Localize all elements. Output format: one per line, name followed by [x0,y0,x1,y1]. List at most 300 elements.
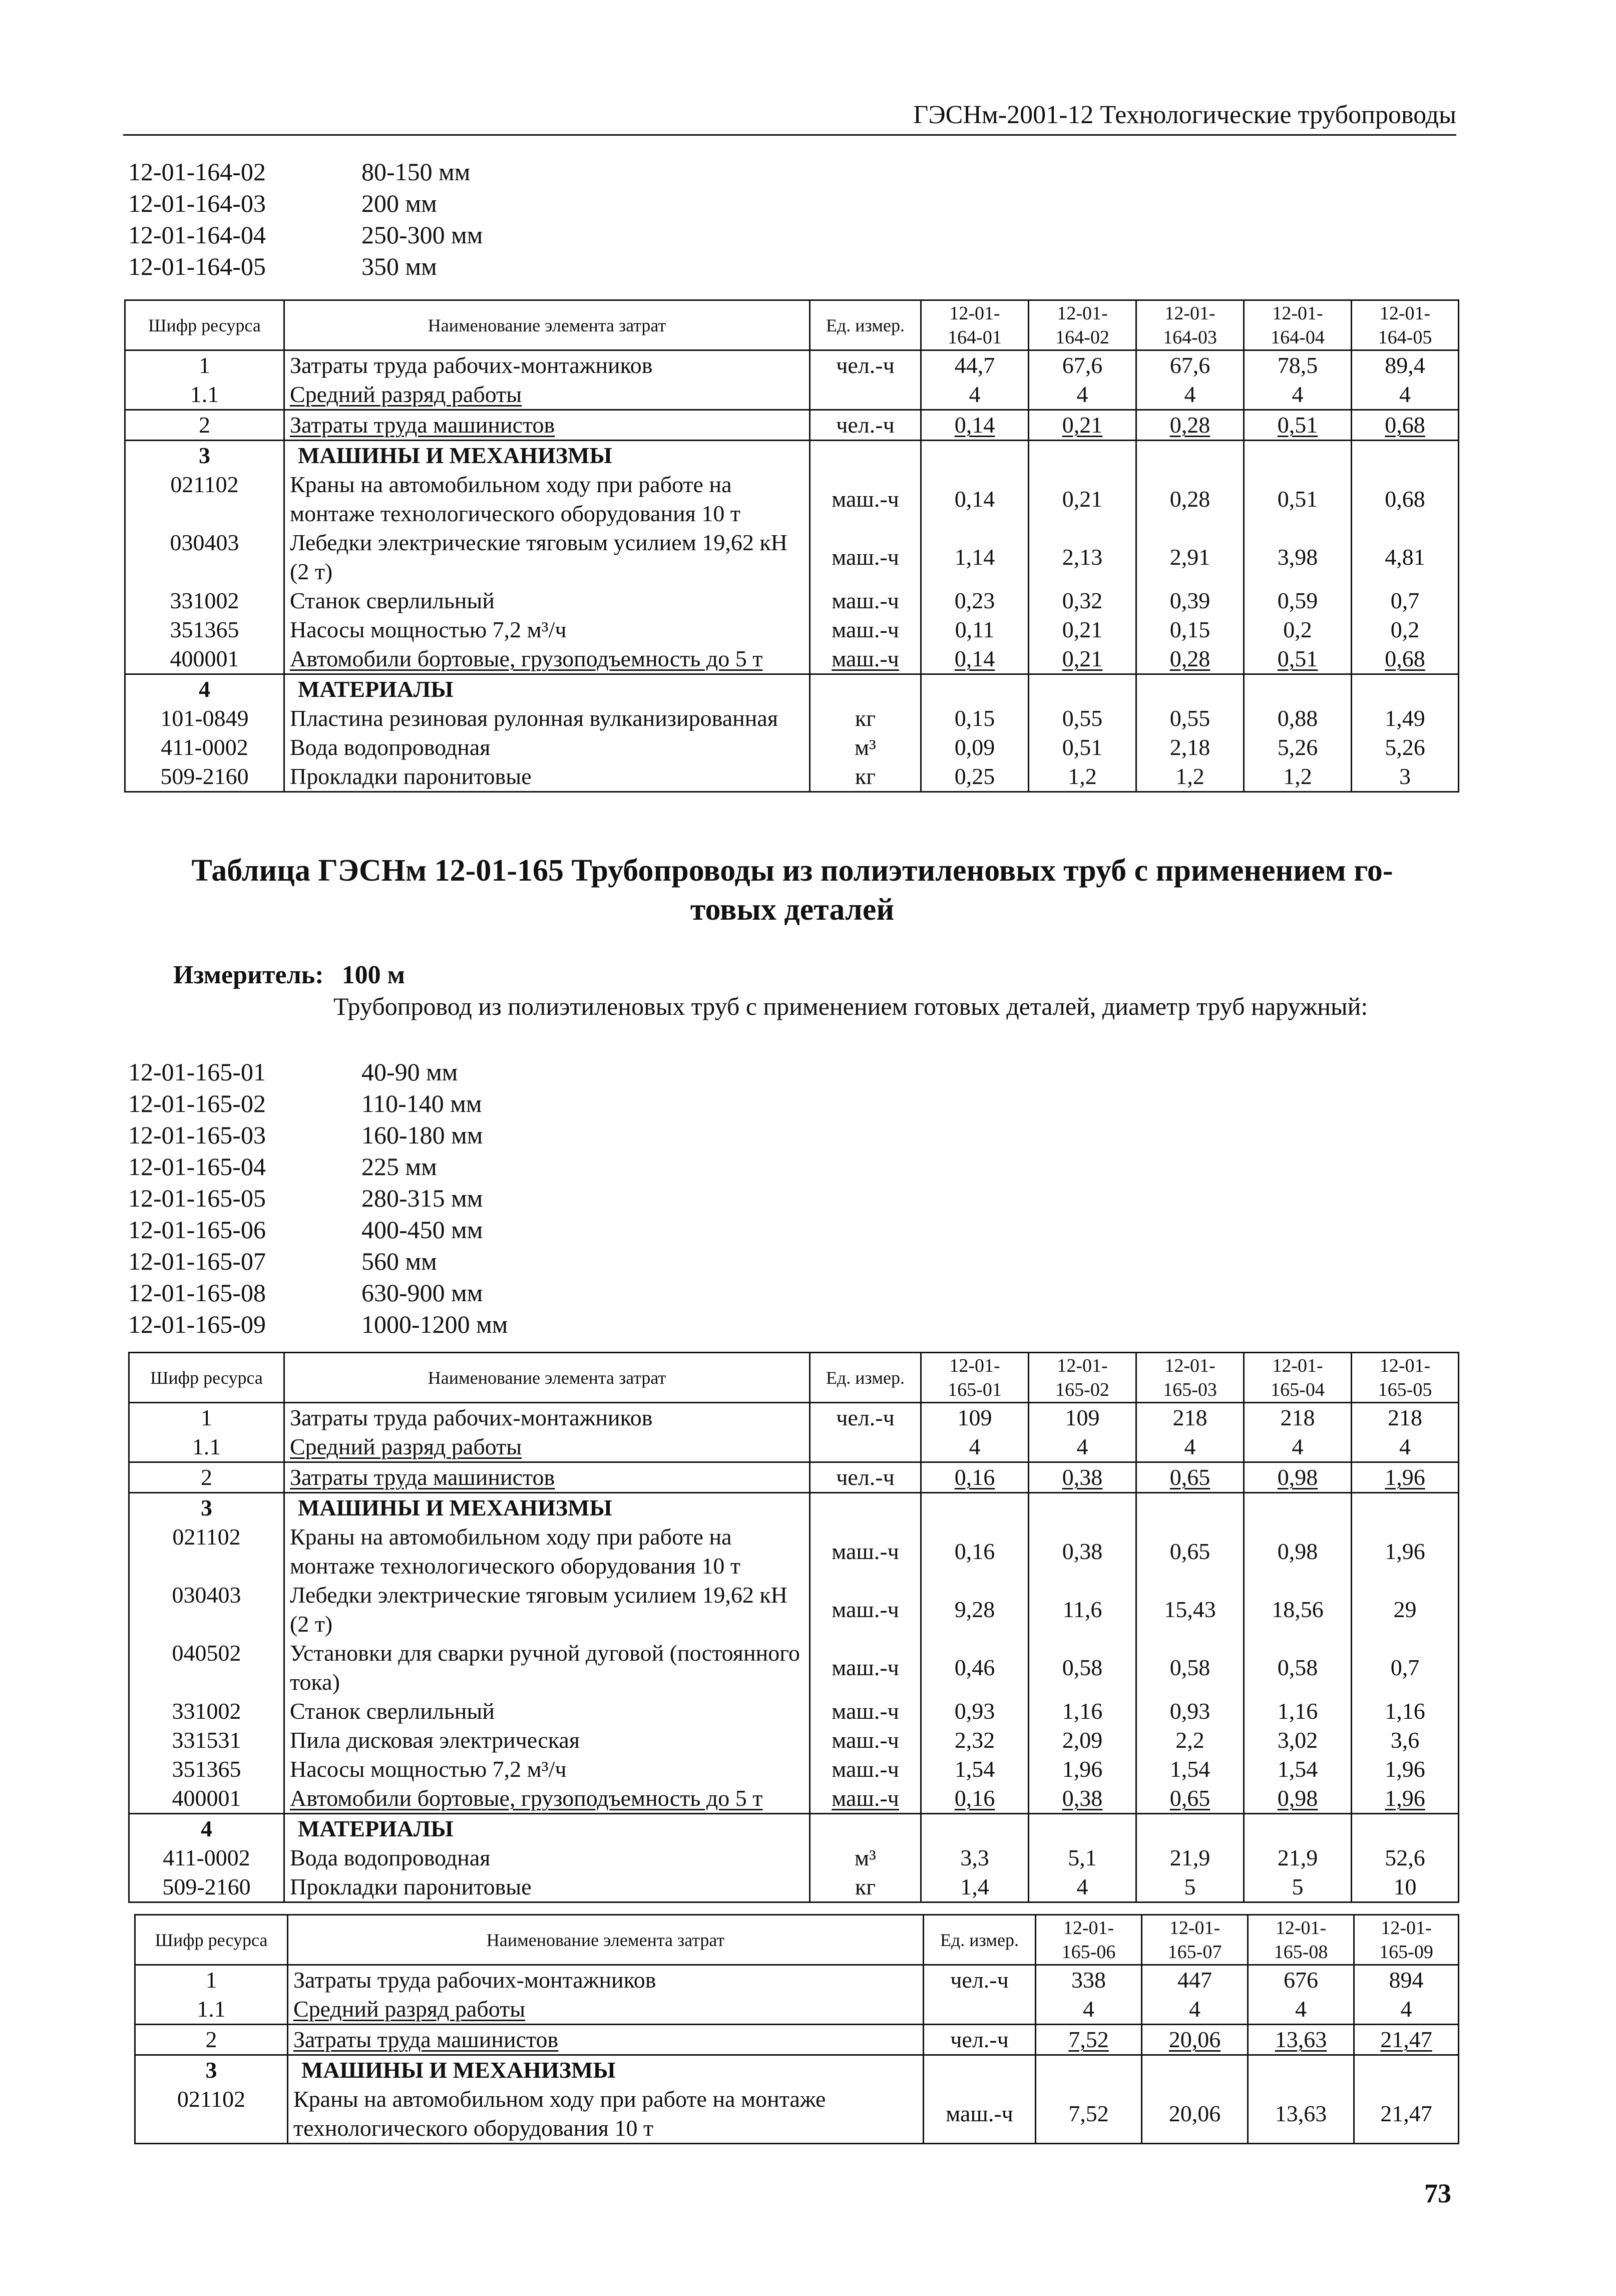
resource-code: 1 [135,1965,288,1995]
resource-code: 2 [129,1462,284,1493]
section-row [129,1814,1459,1844]
value-cell: 0,16 [921,1784,1029,1814]
resource-unit: маш.-ч [810,1755,921,1784]
diameter: 560 мм [361,1247,437,1275]
value-cell: 7,52 [1036,2085,1142,2144]
value-cell: 0,58 [1244,1639,1352,1697]
value-cell: 4 [1352,380,1459,410]
resource-unit [810,380,921,410]
diameter: 80-150 мм [361,158,471,186]
value-cell: 0,15 [921,704,1029,733]
table-row [135,1995,1459,2025]
resource-unit: м³ [810,1843,921,1872]
value-cell: 894 [1354,1965,1459,1995]
resource-unit: м³ [810,733,921,762]
code: 12-01-164-05 [128,252,266,280]
value-cell: 0,46 [921,1639,1029,1697]
resource-unit: маш.-ч [810,1581,921,1639]
value-cell: 4 [1244,1432,1352,1462]
value-cell: 0,51 [1244,410,1352,441]
resource-name: Затраты труда рабочих-монтажников [284,350,810,380]
code: 12-01-165-08 [128,1279,266,1307]
table-row [129,1697,1459,1726]
value-cell: 4 [1354,1995,1459,2025]
running-header: ГЭСНм-2001-12 Технологические трубопроводы [123,100,1456,136]
value-cell: 0,23 [921,586,1029,615]
resource-code: 400001 [125,644,284,674]
value-cell: 2,18 [1136,733,1244,762]
resource-unit: кг [810,704,921,733]
value-cell: 0,38 [1029,1462,1136,1493]
value-cell: 676 [1248,1965,1354,1995]
value-cell: 0,51 [1244,470,1352,528]
section-code: 4 [125,674,284,704]
diameter: 630-900 мм [361,1279,483,1307]
table-row [129,1462,1459,1493]
table-row [125,586,1459,615]
header-unit: Ед. измер. [810,300,921,350]
section-title: МАТЕРИАЛЫ [284,674,810,704]
value-cell: 29 [1352,1581,1459,1639]
table-row [125,733,1459,762]
resource-unit: маш.-ч [810,1784,921,1814]
section-row [125,441,1459,471]
value-cell: 0,7 [1352,1639,1459,1697]
section-row [135,2055,1459,2085]
resource-code: 030403 [125,528,284,586]
section-code: 3 [135,2055,288,2085]
resource-code: 021102 [135,2085,288,2144]
section-title: МАТЕРИАЛЫ [284,1814,810,1844]
table-row [129,1843,1459,1872]
table-row [135,1965,1459,1995]
value-cell: 0,39 [1136,586,1244,615]
header-norm-code: 12-01- 164-04 [1244,300,1352,350]
norm-description: Трубопровод из полиэтиленовых труб с применением готовых деталей, диаметр труб наружный: [333,992,1368,1020]
code: 12-01-165-06 [128,1216,266,1244]
resource-name: Автомобили бортовые, грузоподъемность до 5 т [284,1784,810,1814]
section-title: МАШИНЫ И МЕХАНИЗМЫ [288,2055,924,2085]
value-cell: 2,09 [1029,1726,1136,1755]
code: 12-01-165-01 [128,1058,266,1086]
resource-code: 331531 [129,1726,284,1755]
value-cell: 0,55 [1029,704,1136,733]
header-name: Наименование элемента затрат [284,300,810,350]
value-cell: 10 [1352,1872,1459,1902]
value-cell: 0,51 [1029,733,1136,762]
value-cell: 0,98 [1244,1522,1352,1581]
value-cell: 1,49 [1352,704,1459,733]
resource-unit: маш.-ч [810,528,921,586]
table-row [129,1872,1459,1902]
value-cell: 0,65 [1136,1784,1244,1814]
table-title-line: Таблица ГЭСНм 12-01-165 Трубопроводы из полиэтиленовых труб с применением го- [191,854,1393,888]
resource-unit: чел.-ч [810,1403,921,1433]
resource-code: 400001 [129,1784,284,1814]
resource-unit: маш.-ч [810,1639,921,1697]
resource-name: Лебедки электрические тяговым усилием 19,62 кН (2 т) [284,1581,810,1639]
table-row [129,1784,1459,1814]
value-cell: 0,51 [1244,644,1352,674]
value-cell: 1,16 [1244,1697,1352,1726]
value-cell: 20,06 [1142,2085,1248,2144]
header-norm-code: 12-01- 165-07 [1142,1915,1248,1965]
value-cell: 9,28 [921,1581,1029,1639]
table-row [125,410,1459,441]
resource-name: Затраты труда машинистов [284,1462,810,1493]
resource-unit: маш.-ч [810,1522,921,1581]
code: 12-01-165-09 [128,1310,266,1338]
resource-unit: чел.-ч [924,1965,1036,1995]
diameter: 250-300 мм [361,221,483,249]
value-cell: 0,09 [921,733,1029,762]
table-row [129,1755,1459,1784]
resource-name: Прокладки паронитовые [284,762,810,792]
resource-table-165-a [128,1352,1459,1903]
value-cell: 13,63 [1248,2025,1354,2055]
header-norm-code: 12-01- 164-03 [1136,300,1244,350]
table-row [125,762,1459,792]
resource-code: 331002 [129,1697,284,1726]
value-cell: 1,4 [921,1872,1029,1902]
value-cell: 1,54 [921,1755,1029,1784]
value-cell: 1,96 [1029,1755,1136,1784]
value-cell: 0,14 [921,644,1029,674]
value-cell: 0,28 [1136,410,1244,441]
resource-unit: маш.-ч [810,1697,921,1726]
value-cell: 0,68 [1352,410,1459,441]
header-norm-code: 12-01- 164-01 [921,300,1029,350]
value-cell: 1,96 [1352,1462,1459,1493]
value-cell: 5,26 [1352,733,1459,762]
value-cell: 13,63 [1248,2085,1354,2144]
resource-unit: маш.-ч [810,644,921,674]
value-cell: 1,2 [1136,762,1244,792]
resource-name: Станок сверлильный [284,586,810,615]
value-cell: 21,9 [1244,1843,1352,1872]
resource-unit: маш.-ч [810,1726,921,1755]
resource-code: 021102 [129,1522,284,1581]
value-cell: 1,54 [1136,1755,1244,1784]
diameter: 400-450 мм [361,1216,483,1244]
value-cell: 4,81 [1352,528,1459,586]
resource-unit: маш.-ч [810,615,921,644]
value-cell: 0,16 [921,1522,1029,1581]
value-cell: 0,16 [921,1462,1029,1493]
value-cell: 1,16 [1352,1697,1459,1726]
value-cell: 0,65 [1136,1522,1244,1581]
value-cell: 0,58 [1136,1639,1244,1697]
value-cell: 0,58 [1029,1639,1136,1697]
value-cell: 78,5 [1244,350,1352,380]
table-row [125,470,1459,528]
value-cell: 0,28 [1136,644,1244,674]
value-cell: 0,14 [921,470,1029,528]
table-row [129,1726,1459,1755]
resource-name: Пила дисковая электрическая [284,1726,810,1755]
resource-code: 351365 [125,615,284,644]
value-cell: 0,98 [1244,1784,1352,1814]
value-cell: 0,15 [1136,615,1244,644]
value-cell: 0,65 [1136,1462,1244,1493]
diameter: 225 мм [361,1153,437,1181]
resource-code: 1.1 [129,1432,284,1462]
header-name: Наименование элемента затрат [288,1915,924,1965]
code: 12-01-165-03 [128,1121,266,1149]
header-code: Шифр ресурса [125,300,284,350]
resource-unit: чел.-ч [810,350,921,380]
resource-name: Автомобили бортовые, грузоподъемность до 5 т [284,644,810,674]
resource-name: Краны на автомобильном ходу при работе на монтаже технологического оборудования 10 т [288,2085,924,2144]
resource-unit: кг [810,762,921,792]
value-cell: 1,54 [1244,1755,1352,1784]
diameter: 1000-1200 мм [361,1310,508,1338]
value-cell: 7,52 [1036,2025,1142,2055]
value-cell: 1,2 [1244,762,1352,792]
value-cell: 0,2 [1244,615,1352,644]
value-cell: 0,38 [1029,1522,1136,1581]
value-cell: 0,28 [1136,470,1244,528]
header-code: Шифр ресурса [135,1915,288,1965]
table-row [125,380,1459,410]
value-cell: 5 [1244,1872,1352,1902]
value-cell: 2,2 [1136,1726,1244,1755]
code: 12-01-164-04 [128,221,266,249]
code: 12-01-165-04 [128,1153,266,1181]
table-row [135,2085,1459,2144]
code: 12-01-165-07 [128,1247,266,1275]
value-cell: 0,25 [921,762,1029,792]
table-row [129,1432,1459,1462]
header-norm-code: 12-01- 165-06 [1036,1915,1142,1965]
header-norm-code: 12-01- 165-03 [1136,1353,1244,1403]
page-number: 73 [1424,2178,1451,2208]
header-norm-code: 12-01- 165-02 [1029,1353,1136,1403]
section-title: МАШИНЫ И МЕХАНИЗМЫ [284,1493,810,1523]
value-cell: 2,91 [1136,528,1244,586]
value-cell: 4 [921,1432,1029,1462]
value-cell: 0,93 [921,1697,1029,1726]
value-cell: 1,2 [1029,762,1136,792]
value-cell: 21,9 [1136,1843,1244,1872]
value-cell: 5,1 [1029,1843,1136,1872]
table-row [125,528,1459,586]
value-cell: 0,88 [1244,704,1352,733]
table-row [129,1403,1459,1433]
value-cell: 0,98 [1244,1462,1352,1493]
value-cell: 5 [1136,1872,1244,1902]
value-cell: 2,13 [1029,528,1136,586]
header-norm-code: 12-01- 165-01 [921,1353,1029,1403]
resource-code: 040502 [129,1639,284,1697]
value-cell: 0,38 [1029,1784,1136,1814]
resource-code: 2 [135,2025,288,2055]
value-cell: 4 [1352,1432,1459,1462]
value-cell: 0,32 [1029,586,1136,615]
value-cell: 1,96 [1352,1755,1459,1784]
resource-unit: чел.-ч [810,410,921,441]
header-unit: Ед. измер. [810,1353,921,1403]
code: 12-01-165-05 [128,1184,266,1212]
value-cell: 4 [1248,1995,1354,2025]
value-cell: 218 [1244,1403,1352,1433]
value-cell: 0,7 [1352,586,1459,615]
value-cell: 21,47 [1354,2085,1459,2144]
value-cell: 0,14 [921,410,1029,441]
section-code: 3 [125,441,284,471]
section-title: МАШИНЫ И МЕХАНИЗМЫ [284,441,810,471]
resource-unit: кг [810,1872,921,1902]
value-cell: 0,68 [1352,644,1459,674]
resource-name: Затраты труда рабочих-монтажников [284,1403,810,1433]
value-cell: 5,26 [1244,733,1352,762]
value-cell: 0,68 [1352,470,1459,528]
table-title [128,851,1456,929]
header-name: Наименование элемента затрат [284,1353,810,1403]
code: 12-01-164-02 [128,158,266,186]
value-cell: 4 [1029,380,1136,410]
section-code: 4 [129,1814,284,1844]
resource-code: 021102 [125,470,284,528]
resource-name: Средний разряд работы [284,1432,810,1462]
resource-name: Краны на автомобильном ходу при работе на монтаже технологического оборудования 10 т [284,470,810,528]
resource-unit: маш.-ч [924,2085,1036,2144]
code: 12-01-164-03 [128,189,266,217]
value-cell: 2,32 [921,1726,1029,1755]
resource-name: Станок сверлильный [284,1697,810,1726]
resource-name: Насосы мощностью 7,2 м³/ч [284,1755,810,1784]
value-cell: 3,02 [1244,1726,1352,1755]
header-norm-code: 12-01- 164-05 [1352,300,1459,350]
resource-name: Вода водопроводная [284,733,810,762]
resource-name: Краны на автомобильном ходу при работе на монтаже технологического оборудования 10 т [284,1522,810,1581]
resource-code: 509-2160 [125,762,284,792]
value-cell: 109 [1029,1403,1136,1433]
value-cell: 0,21 [1029,410,1136,441]
value-cell: 89,4 [1352,350,1459,380]
value-cell: 4 [1142,1995,1248,2025]
resource-code: 101-0849 [125,704,284,733]
resource-name: Прокладки паронитовые [284,1872,810,1902]
resource-name: Затраты труда рабочих-монтажников [288,1965,924,1995]
value-cell: 0,21 [1029,470,1136,528]
header-norm-code: 12-01- 164-02 [1029,300,1136,350]
value-cell: 338 [1036,1965,1142,1995]
value-cell: 0,2 [1352,615,1459,644]
value-cell: 18,56 [1244,1581,1352,1639]
resource-name: Установки для сварки ручной дуговой (постоянного тока) [284,1639,810,1697]
diameter: 110-140 мм [361,1089,482,1117]
resource-name: Средний разряд работы [284,380,810,410]
resource-code: 1 [129,1403,284,1433]
code: 12-01-165-02 [128,1089,266,1117]
value-cell: 67,6 [1029,350,1136,380]
value-cell: 4 [921,380,1029,410]
value-cell: 20,06 [1142,2025,1248,2055]
diameter: 350 мм [361,252,437,280]
value-cell: 11,6 [1029,1581,1136,1639]
value-cell: 218 [1136,1403,1244,1433]
header-unit: Ед. измер. [924,1915,1036,1965]
resource-name: Лебедки электрические тяговым усилием 19,62 кН (2 т) [284,528,810,586]
resource-name: Пластина резиновая рулонная вулканизированная [284,704,810,733]
table-row [135,2025,1459,2055]
diameter: 160-180 мм [361,1121,483,1149]
value-cell: 4 [1136,1432,1244,1462]
value-cell: 0,21 [1029,644,1136,674]
value-cell: 0,21 [1029,615,1136,644]
value-cell: 447 [1142,1965,1248,1995]
resource-code: 411-0002 [129,1843,284,1872]
value-cell: 1,16 [1029,1697,1136,1726]
measure-label: Измеритель: [173,961,324,989]
value-cell: 0,55 [1136,704,1244,733]
resource-table-164 [124,299,1459,793]
resource-unit: чел.-ч [810,1462,921,1493]
value-cell: 0,93 [1136,1697,1244,1726]
resource-unit [810,1432,921,1462]
resource-unit: маш.-ч [810,470,921,528]
value-cell: 4 [1029,1432,1136,1462]
value-cell: 0,59 [1244,586,1352,615]
resource-unit: чел.-ч [924,2025,1036,2055]
resource-name: Затраты труда машинистов [288,2025,924,2055]
resource-code: 030403 [129,1581,284,1639]
measure-value: 100 м [341,961,406,989]
table-row [129,1522,1459,1581]
header-norm-code: 12-01- 165-09 [1354,1915,1459,1965]
resource-code: 1.1 [125,380,284,410]
value-cell: 1,14 [921,528,1029,586]
value-cell: 4 [1136,380,1244,410]
resource-unit [924,1995,1036,2025]
resource-name: Затраты труда машинистов [284,410,810,441]
value-cell: 4 [1029,1872,1136,1902]
table-row [129,1639,1459,1697]
section-row [125,674,1459,704]
diameter: 200 мм [361,189,437,217]
value-cell: 218 [1352,1403,1459,1433]
resource-code: 331002 [125,586,284,615]
table-row [125,615,1459,644]
resource-name: Насосы мощностью 7,2 м³/ч [284,615,810,644]
value-cell: 3 [1352,762,1459,792]
resource-table-165-b [134,1914,1459,2144]
resource-name: Средний разряд работы [288,1995,924,2025]
diameter: 280-315 мм [361,1184,483,1212]
value-cell: 1,96 [1352,1522,1459,1581]
table-row [129,1581,1459,1639]
header-code: Шифр ресурса [129,1353,284,1403]
header-norm-code: 12-01- 165-08 [1248,1915,1354,1965]
value-cell: 15,43 [1136,1581,1244,1639]
resource-code: 351365 [129,1755,284,1784]
header-norm-code: 12-01- 165-04 [1244,1353,1352,1403]
value-cell: 3,98 [1244,528,1352,586]
diameter: 40-90 мм [361,1058,458,1086]
resource-code: 1.1 [135,1995,288,2025]
table-row [125,644,1459,674]
resource-code: 411-0002 [125,733,284,762]
value-cell: 0,11 [921,615,1029,644]
resource-name: Вода водопроводная [284,1843,810,1872]
measure-unit [173,960,405,990]
section-code: 3 [129,1493,284,1523]
table-row [125,350,1459,380]
value-cell: 52,6 [1352,1843,1459,1872]
value-cell: 109 [921,1403,1029,1433]
value-cell: 1,96 [1352,1784,1459,1814]
